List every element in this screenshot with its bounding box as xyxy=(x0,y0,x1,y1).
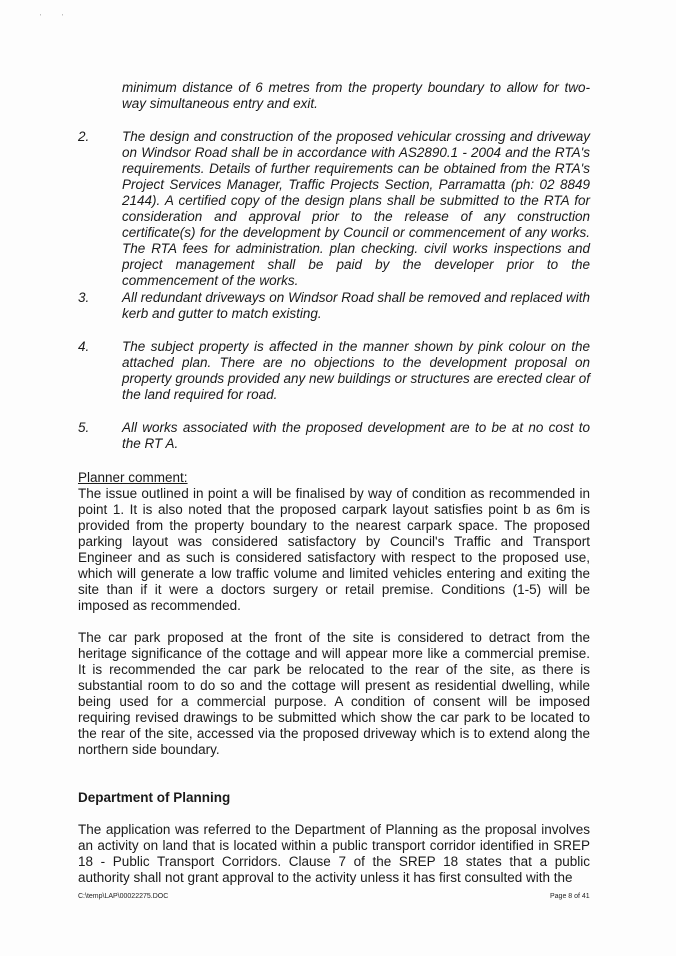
item-text: The subject property is affected in the manner shown by pink colour on the attached plan. There are no objections to the development proposal on property grounds provided any new buildings or structures are erected clear of the land required for road. xyxy=(122,339,590,402)
scan-mark: ' xyxy=(40,14,42,21)
list-item xyxy=(78,129,590,289)
list-item xyxy=(78,420,590,452)
dop-paragraph: The application was referred to the Department of Planning as the proposal involves an activity on land that is located within a public transport corridor identified in SREP 18 - Public Transport Corridors. Clause 7 of the SREP 18 states that a public authority shall not grant approval to the activity unless it has first consulted with the xyxy=(78,822,590,885)
planner-paragraph: The issue outlined in point a will be finalised by way of condition as recommended in point 1. It is also noted that the proposed carpark layout satisfies point b as 6m is provided from the property boundary to the nearest carpark space. The proposed parking layout was considered satisfactory by Council's Traffic and Transport Engineer and as such is considered satisfactory with respect to the proposed use, which will generate a low traffic volume and limited vehicles entering and exiting the site than if it were a doctors surgery or retail premise. Conditions (1-5) will be imposed as recommended. xyxy=(78,486,590,613)
document-body xyxy=(78,80,590,886)
item-text: The design and construction of the proposed vehicular crossing and driveway on Windsor Road shall be in accordance with AS2890.1 - 2004 and the RTA's requirements. Details of further requirements can be obtained from the RTA's Project Services Manager, Traffic Projects Section, Parramatta (ph: 02 8849 2144). A certified copy of the design plans shall be submitted to the RTA for consideration and approval prior to the release of any construction certificate(s) for the development by Council or commencement of any works. The RTA fees for administration. plan checking. civil works inspections and project management shall be paid by the developer prior to the commencement of the works. xyxy=(122,129,590,288)
scan-mark: ' xyxy=(62,14,64,21)
planner-paragraph: The car park proposed at the front of the site is considered to detract from the heritage significance of the cottage and will appear more like a commercial premise. It is recommended the car park be relocated to the rear of the site, as there is substantial room to do so and the cottage will present as residential dwelling, while being used for a commercial purpose. A condition of consent will be imposed requiring revised drawings to be submitted which show the car park to be located to the rear of the site, accessed via the proposed driveway which is to extend along the northern side boundary. xyxy=(78,630,590,757)
list-item xyxy=(78,290,590,322)
list-item xyxy=(78,339,590,403)
item-number: 3. xyxy=(78,290,90,305)
item-number: 4. xyxy=(78,339,90,354)
continuation-text: minimum distance of 6 metres from the property boundary to allow for two-way simultaneous entry and exit. xyxy=(122,80,590,111)
item-number: 5. xyxy=(78,420,90,435)
item-text: All redundant driveways on Windsor Road shall be removed and replaced with kerb and gutter to match existing. xyxy=(122,290,590,321)
footer-page-number: Page 8 of 41 xyxy=(550,893,590,900)
planner-comment-heading: Planner comment: xyxy=(78,470,188,485)
section-heading: Department of Planning xyxy=(78,790,231,805)
item-number: 2. xyxy=(78,129,90,144)
item-text: All works associated with the proposed development are to be at no cost to the RT A. xyxy=(122,420,590,451)
footer-file-path: C:\temp\LAP\00022275.DOC xyxy=(78,893,169,900)
